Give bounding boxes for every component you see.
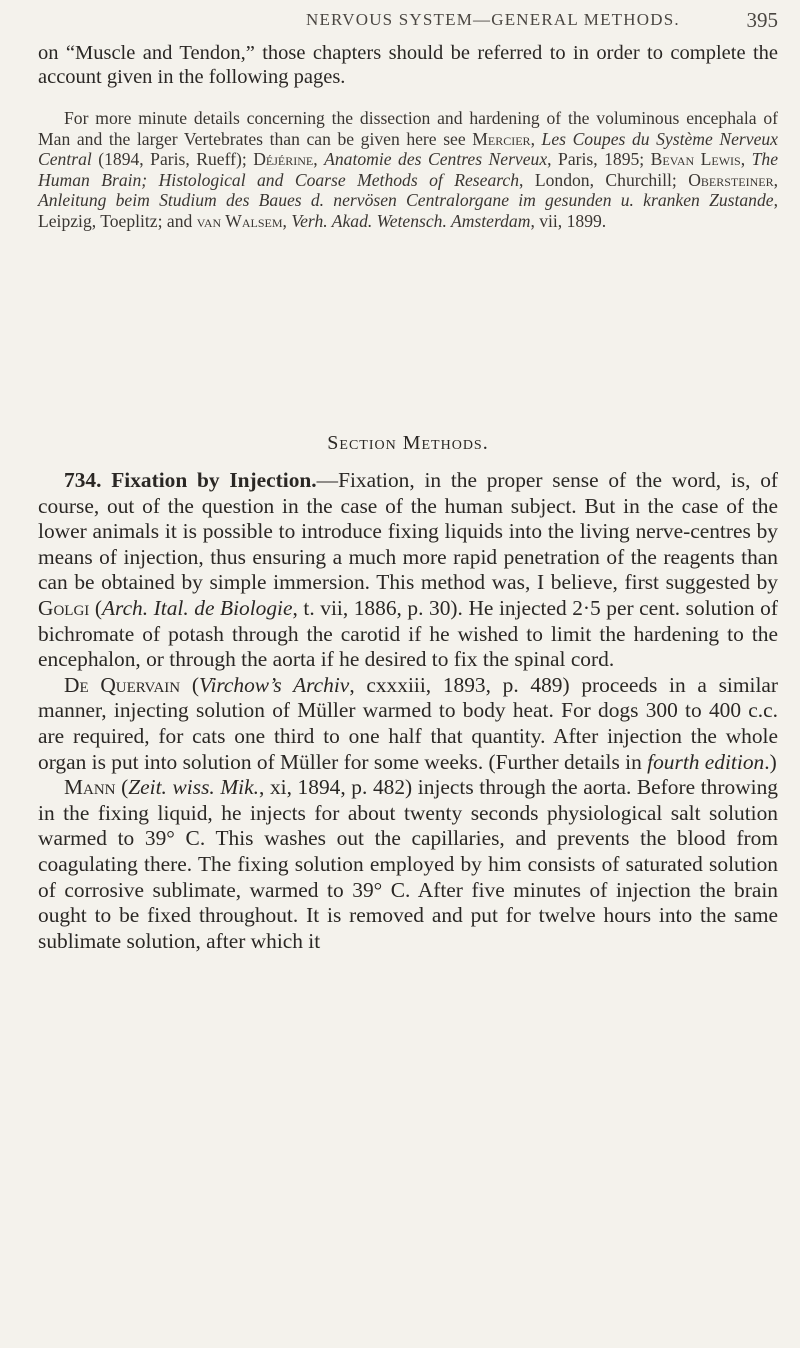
running-head <box>38 8 778 36</box>
ref-author-van-walsem: van Walsem <box>196 210 283 231</box>
paragraph-734-text-1: —Fixation, in the proper sense of the word, is, of course, out of the question in the case of the human subject. But in the case of the lower animals it is possible to introduce fixing liquids into the living nerve-centres by means of injection, thus ensuring a much more rapid penetration of the reagents than can be obtained by simple immersion. This method was, I believe, first suggested by <box>38 468 779 595</box>
citation-golgi: Arch. Ital. de Biologie <box>101 595 293 620</box>
ref-pub-bevan-lewis: , London, Churchill; <box>519 169 689 190</box>
page-number: 395 <box>746 8 778 32</box>
references-paragraph: For more minute details concerning the dissection and hardening of the voluminous encephala of Man and the larger Vertebrates than can be given here see Mercier, Les Coupes du Système Nerveux Central (1894, Paris, Rueff); Déjérine, Anatomie des Centres Nerveux, Paris, 1895; Bevan Lewis, The Human Brain; Histological and Coarse Methods of Research, London, Churchill; Obersteiner, Anleitung beim Studium des Baues d. nervösen Centralorgane im gesunden u. kranken Zustande, Leipzig, Toeplitz; and van Walsem, Verh. Akad. Wetensch. Amsterdam, vii, 1899. <box>38 108 779 231</box>
paragraph-number: 734. <box>64 468 102 492</box>
paragraph-quervain-text-3: .) <box>764 749 777 774</box>
ref-title-mercier: Les Coupes du Système Nerveux Central <box>38 128 778 169</box>
references-intro: For more minute details concerning the dissection and hardening of the voluminous encephala of Man and the larger Vertebrates than can be given here see <box>38 108 778 149</box>
body-text <box>38 468 778 954</box>
section-heading: Section Methods. <box>327 432 489 454</box>
paragraph-mann-text-1: ( <box>115 775 129 800</box>
paragraph-734-text-3: , t. vii, 1886, p. 30). He injected 2·5 per cent. solution of bichromate of potash through the carotid if he wished to limit the hardening to the encephalon, or through the aorta if he desired to fix the spinal cord. <box>38 595 778 672</box>
emphasis-fourth-edition: fourth edition <box>647 749 765 774</box>
lead-text: on “Muscle and Tendon,” those chapters should be referred to in order to complete the account given in the following pages. <box>38 42 778 88</box>
citation-virchow: Virchow’s Archiv <box>198 672 350 697</box>
book-page <box>38 0 778 1348</box>
ref-pub-van-walsem: , vii, 1899. <box>530 210 607 231</box>
author-mann: Mann <box>64 775 116 800</box>
ref-title-van-walsem: Verh. Akad. Wetensch. Amsterdam <box>291 210 531 231</box>
ref-author-obersteiner: Obersteiner <box>688 169 774 190</box>
ref-pub-mercier: (1894, Paris, Rueff); <box>91 149 254 169</box>
citation-zeit-wiss-mik: Zeit. wiss. Mik. <box>128 775 259 800</box>
paragraph-title: Fixation by Injection. <box>111 468 317 492</box>
ref-author-mercier: Mercier <box>472 128 531 149</box>
paragraph-quervain-text-1: ( <box>180 672 199 697</box>
running-head-title: NERVOUS SYSTEM—GENERAL METHODS. <box>306 10 680 29</box>
ref-pub-dejerine: , Paris, 1895; <box>547 149 651 169</box>
paragraph-de-quervain <box>38 673 778 775</box>
paragraph-mann-text-2: , xi, 1894, p. 482) injects through the aorta. Before throwing in the fixing liquid, he injects for about twenty seconds physiological salt solution warmed to 39° C. This washes out the capillaries, and prevents the blood from coagulating there. The fixing solution employed by him consists of saturated solution of corrosive sublimate, warmed to 39° C. After five minutes of injection the brain ought to be fixed throughout. It is removed and put for twelve hours into the same sublimate solution, after which it <box>38 775 778 953</box>
paragraph-734-text-2: ( <box>89 595 102 620</box>
author-golgi: Golgi <box>38 595 90 620</box>
ref-title-dejerine: Anatomie des Centres Nerveux <box>324 149 548 169</box>
ref-author-dejerine: Déjérine <box>253 149 314 169</box>
paragraph-mann <box>38 775 778 954</box>
author-de-quervain: De Quervain <box>64 672 181 697</box>
ref-author-bevan-lewis: Bevan Lewis <box>650 149 741 169</box>
ref-pub-obersteiner: , Leipzig, Toeplitz; and <box>38 190 778 231</box>
lead-paragraph <box>38 42 778 89</box>
ref-title-bevan-lewis: The Human Brain; Histological and Coarse Methods of Research <box>38 149 779 190</box>
paragraph-quervain-text-2: , cxxxiii, 1893, p. 489) proceeds in a similar manner, injecting solution of Müller warmed to body heat. For dogs 300 to 400 c.c. are required, for cats one third to one half that quantity. After injection the whole organ is put into solution of Müller for some weeks. (Further details in <box>38 672 779 774</box>
ref-title-obersteiner: Anleitung beim Studium des Baues d. nervösen Centralorgane im gesunden u. kranken Zustande <box>38 190 774 210</box>
paragraph-734 <box>38 468 778 673</box>
